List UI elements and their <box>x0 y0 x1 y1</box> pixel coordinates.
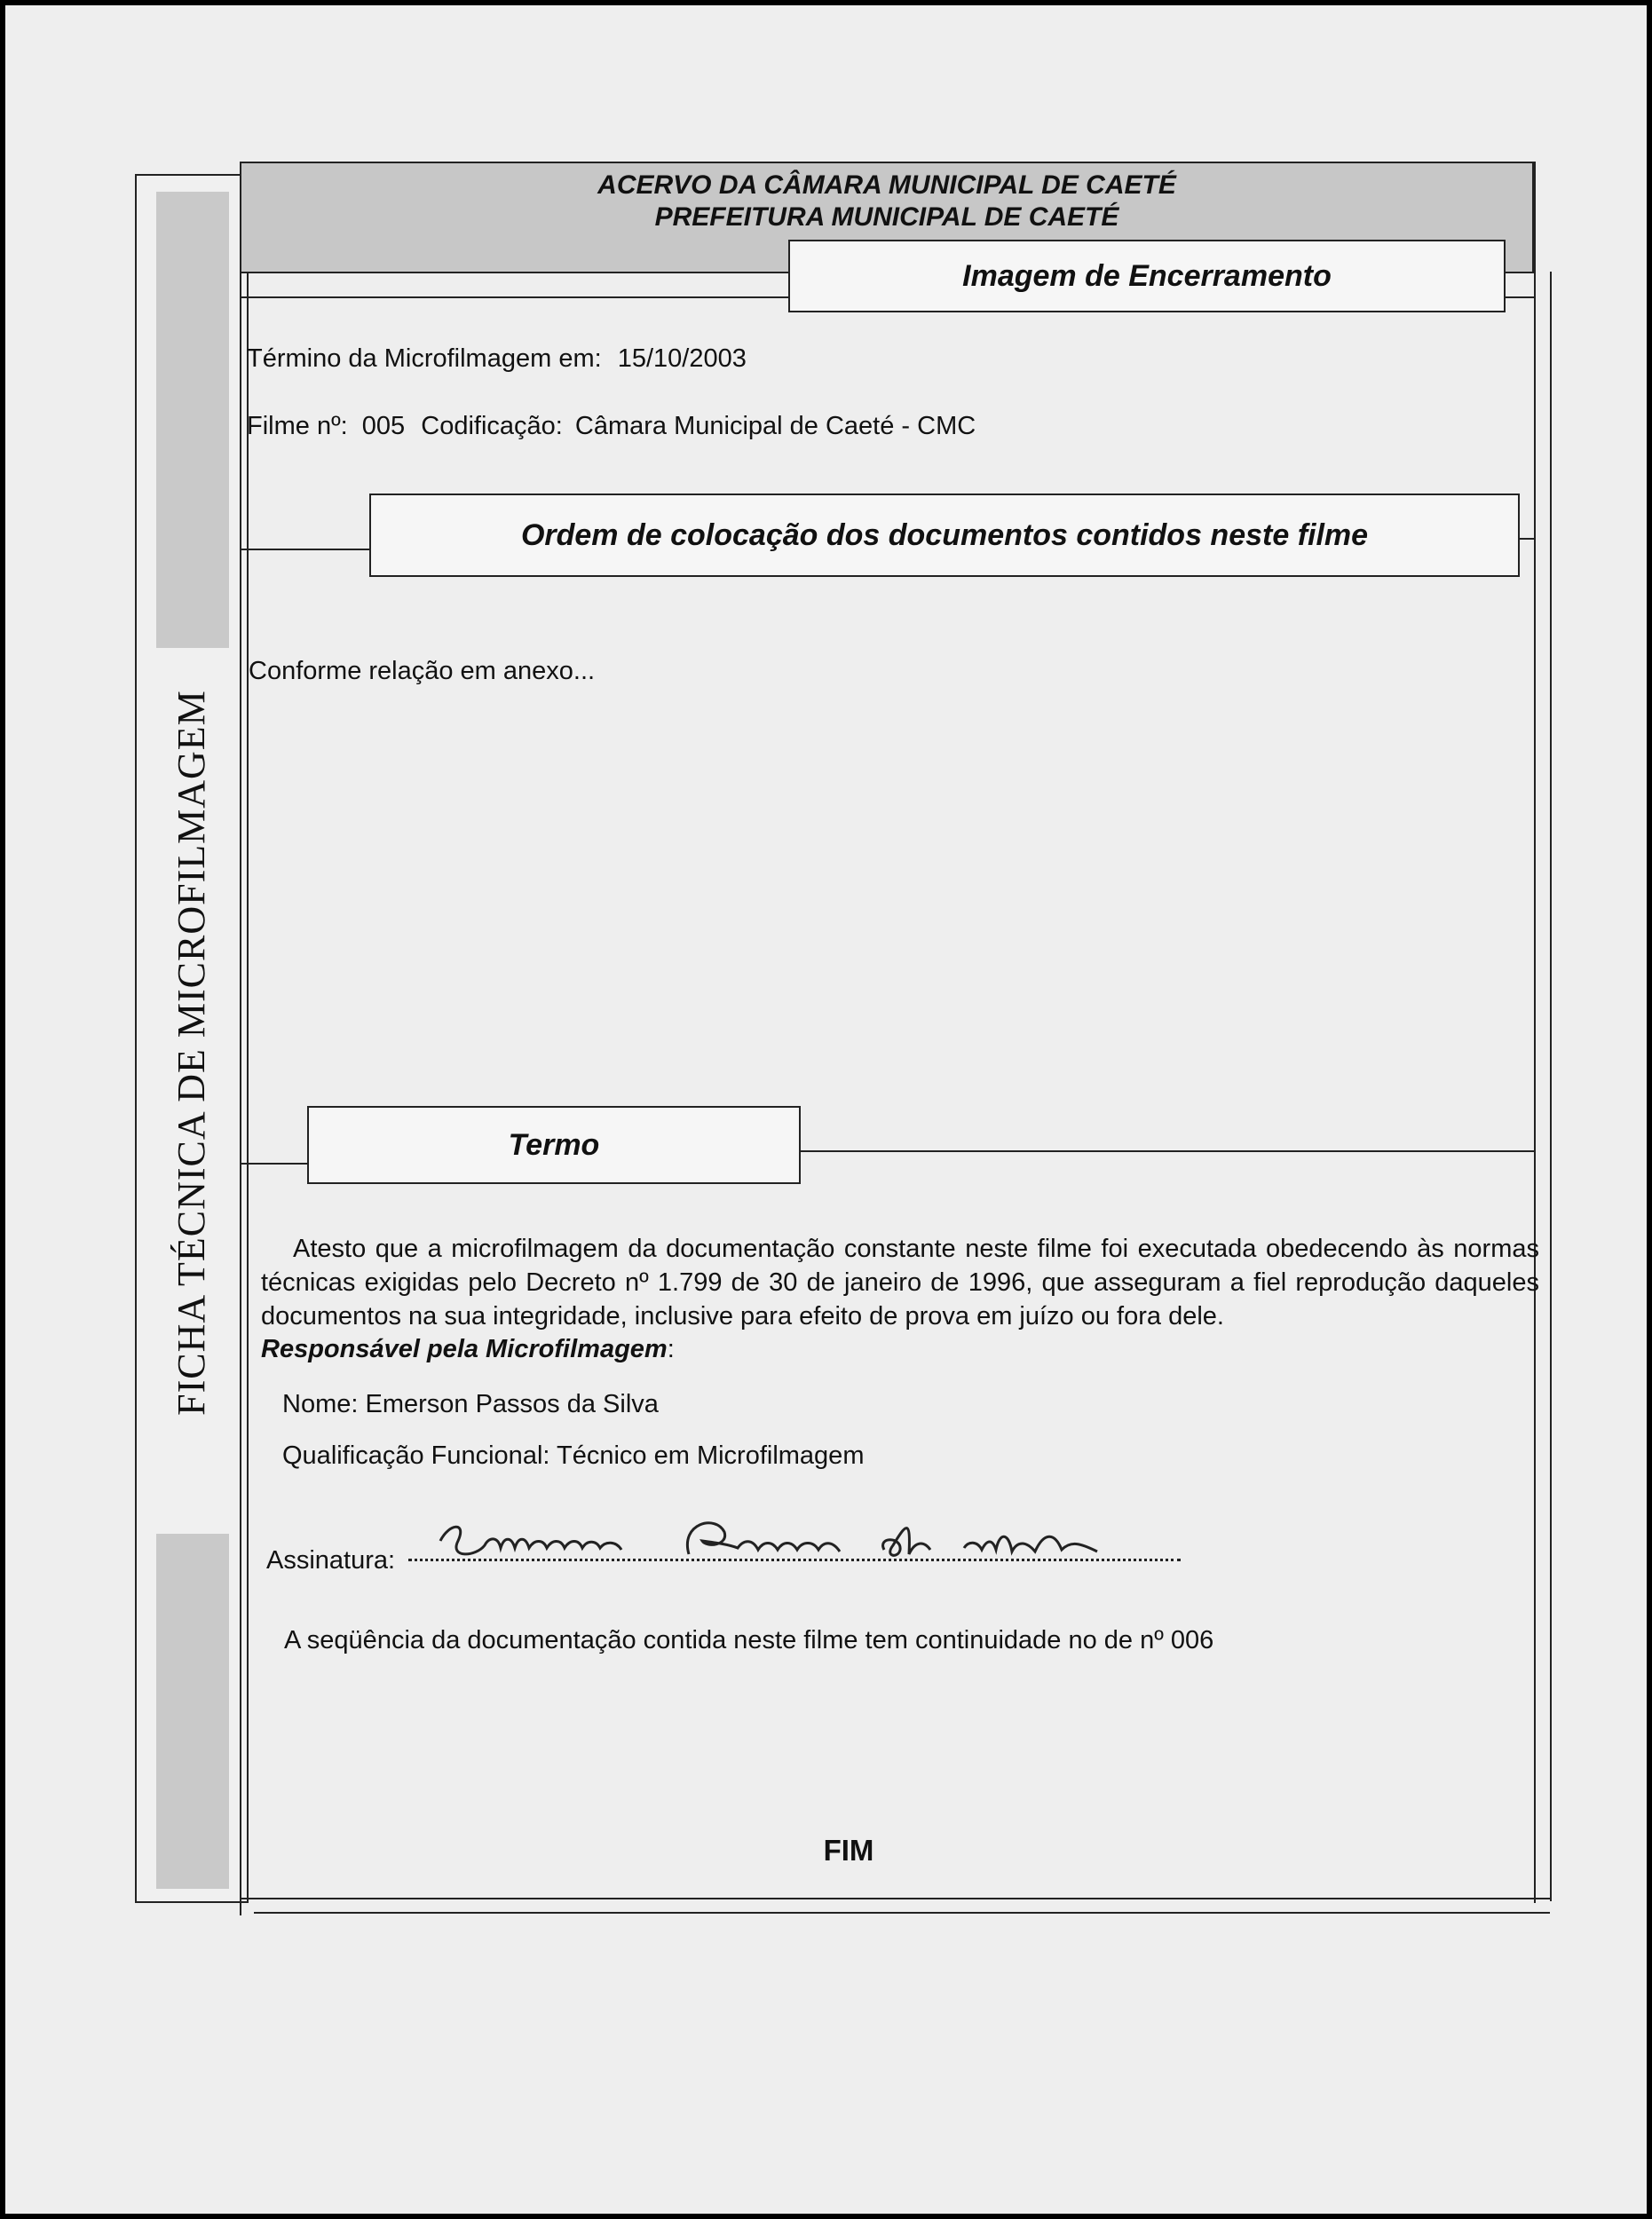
section-ordem-title: Ordem de colocação dos documentos contidos neste filme <box>369 494 1520 577</box>
rule-ordem-left <box>240 549 373 550</box>
termo-paragraph <box>261 1232 1539 1333</box>
responsavel-heading-text: Responsável pela Microfilmagem <box>261 1335 668 1363</box>
filme-label: Filme nº: <box>247 412 348 440</box>
frame-bottom-outer <box>254 1912 1550 1914</box>
section-termo-title: Termo <box>307 1106 801 1184</box>
frame-right-outer <box>1550 272 1552 1901</box>
fim-label: FIM <box>823 1834 874 1867</box>
filme-field <box>247 412 976 441</box>
qualificacao-value: Técnico em Microfilmagem <box>557 1441 865 1470</box>
section-encerramento-title: Imagem de Encerramento <box>788 240 1506 312</box>
qualificacao-field <box>282 1441 864 1471</box>
frame-left <box>240 162 241 1915</box>
termino-label: Término da Microfilmagem em: <box>247 344 602 373</box>
codificacao-label: Codificação: <box>421 412 563 440</box>
nome-label: Nome: <box>282 1390 359 1418</box>
sidebar-title: FICHA TÉCNICA DE MICROFILMAGEM <box>170 690 213 1416</box>
rule-encerramento <box>240 296 792 298</box>
codificacao-value: Câmara Municipal de Caeté - CMC <box>574 412 976 440</box>
termino-field <box>247 344 747 374</box>
signature-scribble <box>423 1505 1124 1576</box>
frame-bottom <box>240 1898 1552 1899</box>
qualificacao-label: Qualificação Funcional: <box>282 1441 550 1470</box>
responsavel-heading <box>261 1335 675 1364</box>
document-page <box>5 5 1647 2214</box>
termino-value: 15/10/2003 <box>617 344 747 373</box>
termo-text: Atesto que a microfilmagem da documentação constante neste filme foi executada obedecendo às normas técnicas exigidas pelo Decreto nº 1.799 de 30 de janeiro de 1996, que asseguram a fiel reprodução daqueles documentos na sua integridade, inclusive para efeito de prova em juízo ou fora dele. <box>261 1235 1539 1331</box>
nome-field <box>282 1390 659 1419</box>
filme-number: 005 <box>361 412 406 440</box>
rule-encerramento-right <box>1500 296 1536 298</box>
continuidade-text: A seqüência da documentação contida neste filme tem continuidade no de nº 006 <box>284 1626 1214 1654</box>
assinatura-label: Assinatura: <box>266 1546 396 1575</box>
nome-value: Emerson Passos da Silva <box>365 1390 659 1418</box>
ordem-text: Conforme relação em anexo... <box>249 657 596 685</box>
responsavel-colon: : <box>667 1335 675 1363</box>
header-title: ACERVO DA CÂMARA MUNICIPAL DE CAETÉ <box>597 170 1176 200</box>
rule-termo-left <box>240 1163 311 1165</box>
rule-termo-right <box>795 1150 1536 1152</box>
sidebar-shade-bottom <box>156 1534 229 1889</box>
sidebar-shade-top <box>156 192 229 648</box>
header-subtitle: PREFEITURA MUNICIPAL DE CAETÉ <box>654 202 1119 232</box>
frame-right <box>1534 162 1536 1903</box>
